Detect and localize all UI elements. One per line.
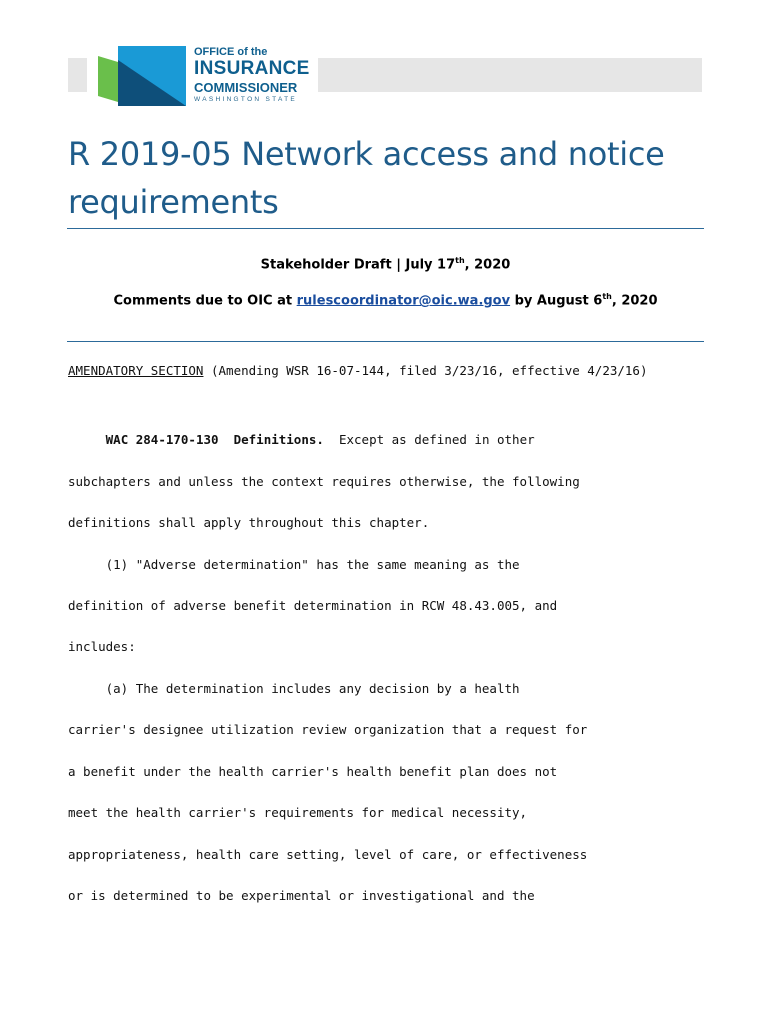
- logo-line-insurance: INSURANCE: [194, 58, 310, 79]
- body-line: definition of adverse benefit determination in RCW 48.43.005, and: [68, 598, 558, 613]
- comments-line: [67, 292, 704, 308]
- header-band-right: [318, 58, 702, 92]
- body-line: meet the health carrier's requirements for medical necessity,: [68, 805, 528, 820]
- amendatory-label: AMENDATORY SECTION: [68, 363, 204, 378]
- draft-sup: th: [455, 256, 465, 265]
- oic-logo: [98, 46, 313, 106]
- body-line: definitions shall apply throughout this chapter.: [68, 515, 430, 530]
- section-heading-line: [68, 432, 535, 447]
- draft-prefix: Stakeholder Draft | July 17: [260, 257, 456, 273]
- comments-middle: by August 6: [510, 293, 603, 309]
- section-heading: Definitions.: [233, 432, 324, 447]
- body-line: or is determined to be experimental or investigational and the: [68, 888, 535, 903]
- body-line: a benefit under the health carrier's health benefit plan does not: [68, 764, 558, 779]
- section-intro: Except as defined in other: [338, 432, 535, 447]
- body-line: (1) "Adverse determination" has the same meaning as the: [68, 557, 520, 572]
- draft-suffix: , 2020: [464, 257, 511, 273]
- body-line: includes:: [68, 639, 136, 654]
- section-number: WAC 284-170-130: [105, 432, 219, 447]
- logo-line-washington: WASHINGTON STATE: [194, 96, 298, 103]
- document-title: R 2019-05 Network access and notice requirements: [68, 135, 665, 221]
- comments-sup: th: [602, 292, 612, 301]
- body-line: (a) The determination includes any decision by a health: [68, 681, 520, 696]
- comments-prefix: Comments due to OIC at: [113, 293, 297, 309]
- email-link[interactable]: rulescoordinator@oic.wa.gov: [296, 293, 511, 309]
- amendatory-section: [68, 362, 708, 379]
- logo-mark-icon: [98, 46, 188, 106]
- body-line: appropriateness, health care setting, level of care, or effectiveness: [68, 847, 588, 862]
- logo-line-commissioner: COMMISSIONER: [194, 80, 298, 95]
- header-divider: [67, 341, 704, 342]
- draft-line: [67, 256, 704, 272]
- header-band-left: [68, 58, 87, 92]
- body-line: subchapters and unless the context requires otherwise, the following: [68, 474, 580, 489]
- amendatory-text: (Amending WSR 16-07-144, filed 3/23/16, effective 4/23/16): [203, 363, 648, 378]
- logo-line-office: OFFICE of the: [194, 46, 268, 58]
- body-line: carrier's designee utilization review organization that a request for: [68, 722, 588, 737]
- logo-text: [194, 46, 314, 106]
- comments-suffix: , 2020: [611, 293, 658, 309]
- title-divider: [67, 228, 704, 229]
